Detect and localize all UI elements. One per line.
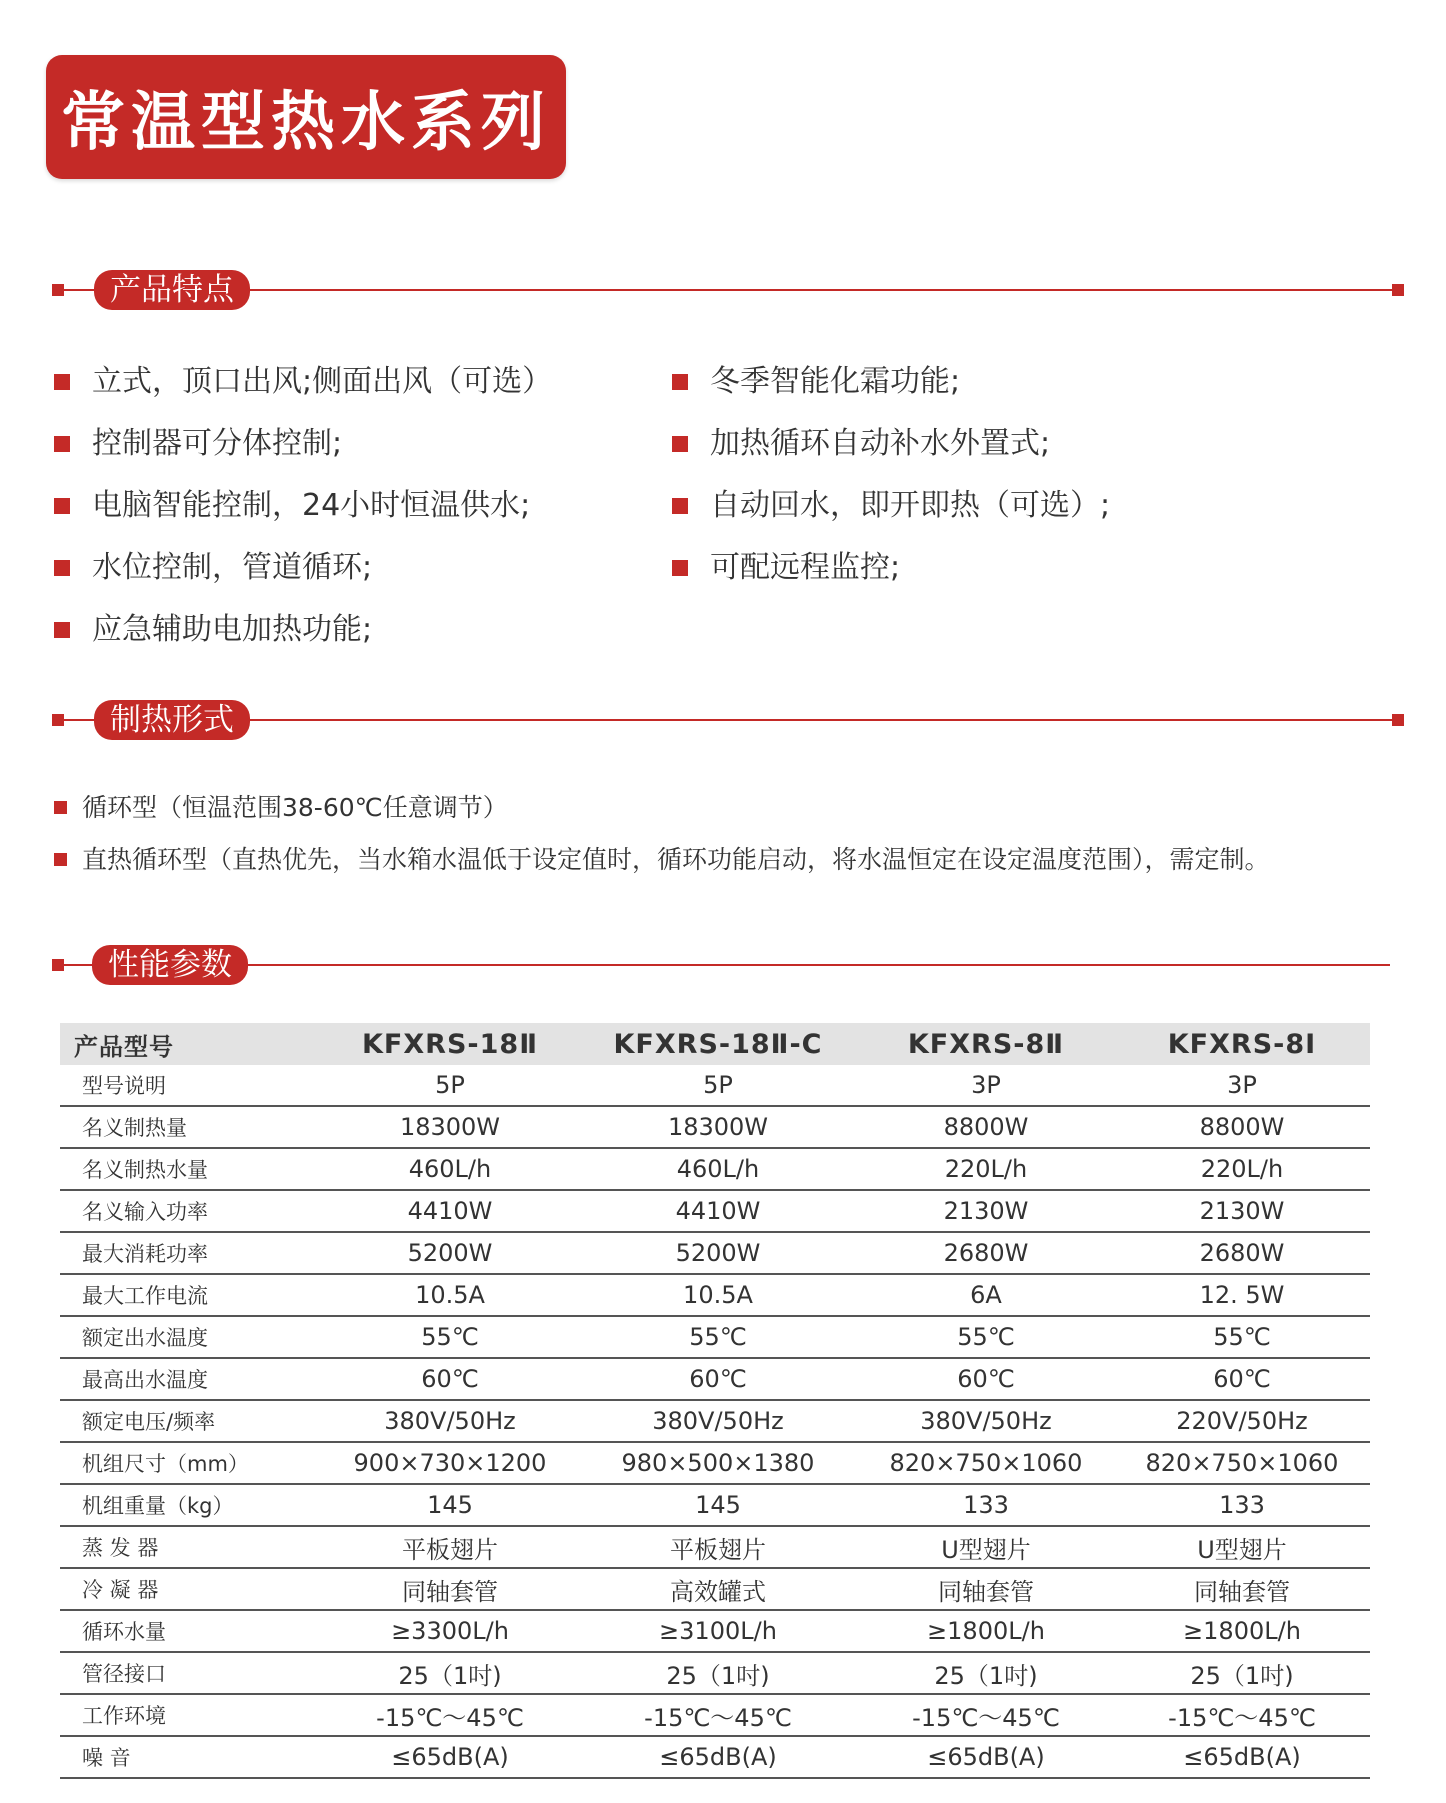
table-cell: ≥1800L/h: [858, 1610, 1114, 1652]
table-header-cell: KFXRS-8Ⅰ: [1114, 1023, 1370, 1065]
table-row-label: 名义输入功率: [60, 1190, 322, 1232]
bullet-square-icon: [54, 560, 70, 576]
bullet-square-icon: [672, 374, 688, 390]
table-cell: 25（1吋): [1114, 1652, 1370, 1694]
table-cell: 133: [858, 1484, 1114, 1526]
table-row-label: 名义制热量: [60, 1106, 322, 1148]
table-row-label: 额定电压/频率: [60, 1400, 322, 1442]
bullet-square-icon: [672, 498, 688, 514]
table-cell: 55℃: [322, 1316, 578, 1358]
table-row: [60, 1484, 1370, 1526]
table-cell: 3P: [858, 1065, 1114, 1106]
bullet-square-icon: [54, 436, 70, 452]
table-row-label: 冷 凝 器: [60, 1568, 322, 1610]
bullet-square-icon: [54, 498, 70, 514]
table-cell: 5P: [322, 1065, 578, 1106]
bullet-square-icon: [54, 853, 67, 866]
table-row: [60, 1400, 1370, 1442]
table-cell: 25（1吋): [322, 1652, 578, 1694]
table-row-label: 最大工作电流: [60, 1274, 322, 1316]
table-cell: 900×730×1200: [322, 1442, 578, 1484]
table-row: [60, 1316, 1370, 1358]
table-cell: 380V/50Hz: [322, 1400, 578, 1442]
table-cell: 8800W: [858, 1106, 1114, 1148]
section-header-params: [52, 945, 1390, 985]
table-cell: U型翅片: [1114, 1526, 1370, 1568]
page-title-badge: [46, 55, 566, 179]
table-header-cell: 产品型号: [60, 1023, 322, 1065]
table-cell: 60℃: [322, 1358, 578, 1400]
table-cell: ≤65dB(A): [578, 1736, 858, 1778]
table-row: [60, 1148, 1370, 1190]
page-title: 常温型热水系列: [61, 86, 551, 160]
table-cell: 平板翅片: [322, 1526, 578, 1568]
divider-line: [52, 719, 1404, 721]
table-row-label: 名义制热水量: [60, 1148, 322, 1190]
table-cell: 980×500×1380: [578, 1442, 858, 1484]
table-cell: 5P: [578, 1065, 858, 1106]
table-row-label: 蒸 发 器: [60, 1526, 322, 1568]
table-cell: 2130W: [1114, 1190, 1370, 1232]
table-row-label: 管径接口: [60, 1652, 322, 1694]
table-cell: 同轴套管: [858, 1568, 1114, 1610]
table-row: [60, 1652, 1370, 1694]
table-header-cell: KFXRS-18Ⅱ-C: [578, 1023, 858, 1065]
divider-line: [52, 964, 1390, 966]
table-cell: 12. 5W: [1114, 1274, 1370, 1316]
table-cell: 60℃: [858, 1358, 1114, 1400]
table-row: [60, 1610, 1370, 1652]
table-header-cell: KFXRS-18Ⅱ: [322, 1023, 578, 1065]
table-cell: 2680W: [1114, 1232, 1370, 1274]
table-cell: 380V/50Hz: [858, 1400, 1114, 1442]
table-row-label: 工作环境: [60, 1694, 322, 1736]
table-header-row: [60, 1023, 1370, 1065]
table-cell: 5200W: [322, 1232, 578, 1274]
table-cell: 2130W: [858, 1190, 1114, 1232]
table-cell: 55℃: [578, 1316, 858, 1358]
table-cell: 380V/50Hz: [578, 1400, 858, 1442]
table-row: [60, 1736, 1370, 1778]
table-cell: 2680W: [858, 1232, 1114, 1274]
table-row: [60, 1526, 1370, 1568]
table-cell: ≥3100L/h: [578, 1610, 858, 1652]
table-cell: 10.5A: [578, 1274, 858, 1316]
divider-square-left: [52, 714, 64, 726]
table-cell: 4410W: [322, 1190, 578, 1232]
table-row-label: 型号说明: [60, 1065, 322, 1106]
table-header-cell: KFXRS-8Ⅱ: [858, 1023, 1114, 1065]
divider-square-left: [52, 959, 64, 971]
table-cell: 460L/h: [322, 1148, 578, 1190]
table-cell: U型翅片: [858, 1526, 1114, 1568]
table-row: [60, 1358, 1370, 1400]
table-row-label: 机组尺寸（mm）: [60, 1442, 322, 1484]
table-row: [60, 1694, 1370, 1736]
table-cell: 820×750×1060: [858, 1442, 1114, 1484]
table-row-label: 噪 音: [60, 1736, 322, 1778]
table-cell: 同轴套管: [322, 1568, 578, 1610]
table-row: [60, 1442, 1370, 1484]
section-title-features: 产品特点: [94, 270, 250, 310]
table-row: [60, 1065, 1370, 1106]
table-cell: 高效罐式: [578, 1568, 858, 1610]
section-header-heating: [52, 700, 1404, 740]
table-row: [60, 1190, 1370, 1232]
table-cell: 220V/50Hz: [1114, 1400, 1370, 1442]
table-cell: 18300W: [578, 1106, 858, 1148]
table-row: [60, 1232, 1370, 1274]
divider-line: [52, 289, 1404, 291]
bullet-square-icon: [54, 622, 70, 638]
table-cell: 同轴套管: [1114, 1568, 1370, 1610]
table-cell: 平板翅片: [578, 1526, 858, 1568]
table-cell: 5200W: [578, 1232, 858, 1274]
table-row-label: 机组重量（kg）: [60, 1484, 322, 1526]
table-row-label: 最高出水温度: [60, 1358, 322, 1400]
section-title-heating: 制热形式: [94, 700, 250, 740]
table-cell: 145: [322, 1484, 578, 1526]
table-cell: 55℃: [858, 1316, 1114, 1358]
table-cell: 25（1吋): [858, 1652, 1114, 1694]
table-cell: 220L/h: [1114, 1148, 1370, 1190]
table-cell: ≤65dB(A): [1114, 1736, 1370, 1778]
bullet-square-icon: [54, 801, 67, 814]
table-row-label: 循环水量: [60, 1610, 322, 1652]
table-cell: 145: [578, 1484, 858, 1526]
table-cell: -15℃～45℃: [858, 1694, 1114, 1736]
table-cell: 18300W: [322, 1106, 578, 1148]
table-cell: 10.5A: [322, 1274, 578, 1316]
table-cell: 133: [1114, 1484, 1370, 1526]
table-row: [60, 1106, 1370, 1148]
table-cell: -15℃～45℃: [322, 1694, 578, 1736]
divider-square-left: [52, 284, 64, 296]
table-cell: 60℃: [1114, 1358, 1370, 1400]
section-header-features: [52, 270, 1404, 310]
table-cell: ≤65dB(A): [858, 1736, 1114, 1778]
table-cell: 60℃: [578, 1358, 858, 1400]
table-row-label: 额定出水温度: [60, 1316, 322, 1358]
bullet-square-icon: [672, 560, 688, 576]
table-cell: 55℃: [1114, 1316, 1370, 1358]
table-cell: 820×750×1060: [1114, 1442, 1370, 1484]
table-cell: 6A: [858, 1274, 1114, 1316]
spec-table: [60, 1023, 1370, 1779]
divider-square-right: [1392, 714, 1404, 726]
bullet-square-icon: [672, 436, 688, 452]
table-cell: ≥3300L/h: [322, 1610, 578, 1652]
table-row: [60, 1274, 1370, 1316]
table-cell: 460L/h: [578, 1148, 858, 1190]
table-cell: ≥1800L/h: [1114, 1610, 1370, 1652]
divider-square-right: [1392, 284, 1404, 296]
table-row-label: 最大消耗功率: [60, 1232, 322, 1274]
table-cell: 4410W: [578, 1190, 858, 1232]
table-cell: -15℃～45℃: [578, 1694, 858, 1736]
table-cell: 220L/h: [858, 1148, 1114, 1190]
table-body: [60, 1065, 1370, 1778]
table-row: [60, 1568, 1370, 1610]
table-cell: 8800W: [1114, 1106, 1370, 1148]
section-title-params: 性能参数: [92, 945, 248, 985]
table-cell: ≤65dB(A): [322, 1736, 578, 1778]
bullet-square-icon: [54, 374, 70, 390]
table-cell: -15℃～45℃: [1114, 1694, 1370, 1736]
table-cell: 25（1吋): [578, 1652, 858, 1694]
table-cell: 3P: [1114, 1065, 1370, 1106]
